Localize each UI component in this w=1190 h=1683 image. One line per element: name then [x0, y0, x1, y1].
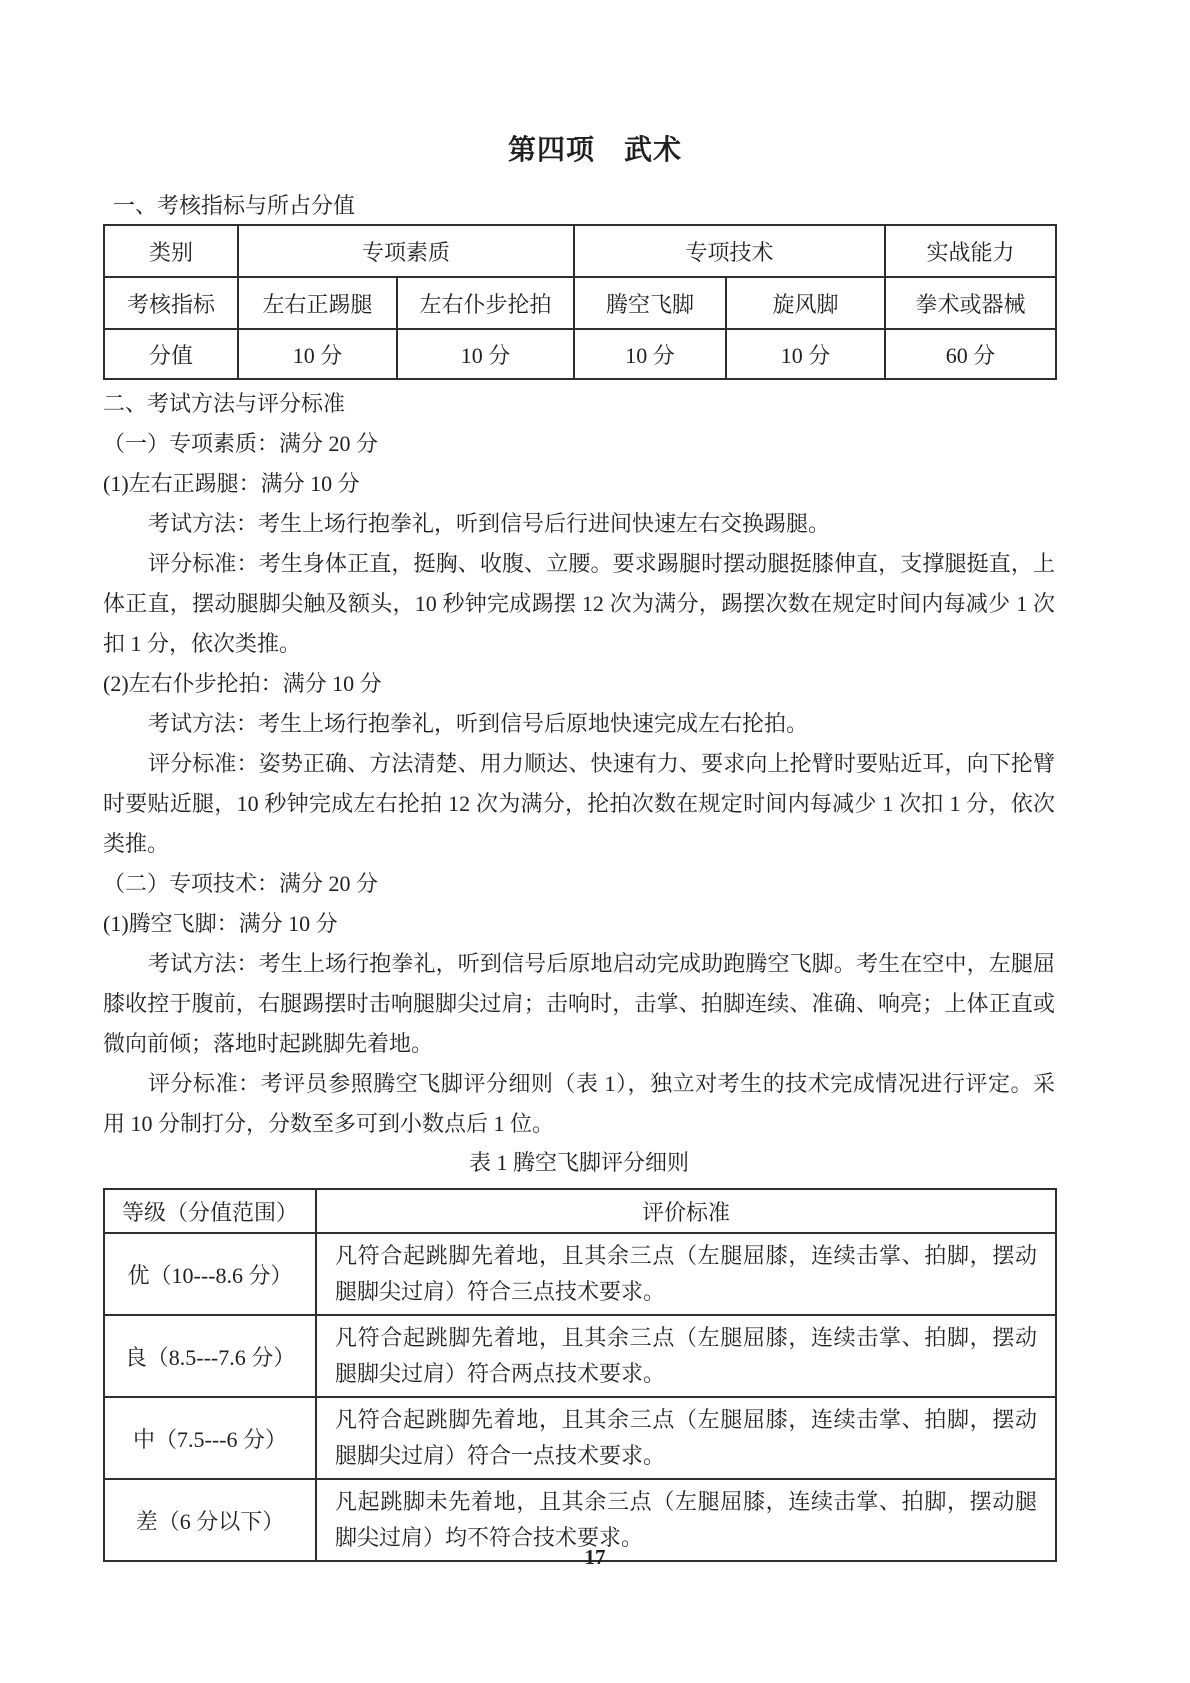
- rubric-table: [103, 1188, 1057, 1562]
- item-heading: (2)左右仆步抡拍：满分 10 分: [103, 671, 382, 696]
- rubric-table-caption: 表 1 腾空飞脚评分细则: [468, 1150, 689, 1175]
- rubric-header-row: [104, 1189, 1056, 1233]
- score-table-score-row: [104, 329, 1056, 379]
- group-special-quality-cell: 专项素质: [238, 225, 574, 277]
- score-cell: 10 分: [238, 329, 397, 379]
- criteria-column-header: 评价标准: [316, 1189, 1056, 1233]
- indicator-cell: 左右仆步抡拍: [397, 277, 574, 329]
- subsection-heading: （二）专项技术：满分 20 分: [103, 871, 379, 896]
- rubric-row-excellent: [104, 1233, 1056, 1315]
- scoring-standard-paragraph: 评分标准：姿势正确、方法清楚、用力顺达、快速有力、要求向上抡臂时要贴近耳，向下抡臂时要贴近腿，10 秒钟完成左右抡拍 12 次为满分，抡拍次数在规定时间内每减少 1 次扣 1 分，依次类推。: [103, 751, 1055, 856]
- indicator-cell: 左右正踢腿: [238, 277, 397, 329]
- criteria-cell: 凡起跳脚未先着地，且其余三点（左腿屈膝，连续击掌、拍脚，摆动腿脚尖过肩）均不符合技术要求。: [316, 1479, 1056, 1561]
- score-cell: 10 分: [574, 329, 726, 379]
- indicator-cell: 旋风脚: [726, 277, 885, 329]
- criteria-cell: 凡符合起跳脚先着地，且其余三点（左腿屈膝，连续击掌、拍脚，摆动腿脚尖过肩）符合两点技术要求。: [316, 1315, 1056, 1397]
- indicator-cell: 拳术或器械: [885, 277, 1056, 329]
- score-cell: 10 分: [397, 329, 574, 379]
- rubric-row-good: [104, 1315, 1056, 1397]
- group-special-technique-cell: 专项技术: [574, 225, 885, 277]
- section2-heading: 二、考试方法与评分标准: [103, 391, 346, 416]
- score-cell: 60 分: [885, 329, 1056, 379]
- exam-method-paragraph: 考试方法：考生上场行抱拳礼，听到信号后行进间快速左右交换踢腿。: [148, 511, 831, 536]
- grade-cell: 差（6 分以下）: [104, 1479, 316, 1561]
- page-number: 17: [584, 1545, 606, 1569]
- grade-cell: 良（8.5---7.6 分）: [104, 1315, 316, 1397]
- section2-body: [103, 384, 1055, 1144]
- grade-cell: 中（7.5---6 分）: [104, 1397, 316, 1479]
- scoring-standard-paragraph: 评分标准：考评员参照腾空飞脚评分细则（表 1），独立对考生的技术完成情况进行评定。采用 10 分制打分，分数至多可到小数点后 1 位。: [103, 1071, 1055, 1136]
- section1-heading: 一、考核指标与所占分值: [113, 193, 356, 218]
- score-table: [103, 224, 1057, 380]
- exam-method-paragraph: 考试方法：考生上场行抱拳礼，听到信号后原地快速完成左右抡拍。: [148, 711, 809, 736]
- grade-cell: 优（10---8.6 分）: [104, 1233, 316, 1315]
- page-title: 第四项 武术: [507, 135, 682, 166]
- score-label-cell: 分值: [104, 329, 238, 379]
- exam-method-paragraph: 考试方法：考生上场行抱拳礼，听到信号后原地启动完成助跑腾空飞脚。考生在空中，左腿屈膝收控于腹前，右腿踢摆时击响腿脚尖过肩；击响时，击掌、拍脚连续、准确、响亮；上体正直或微向前倾；落地时起跳脚先着地。: [103, 951, 1055, 1056]
- criteria-cell: 凡符合起跳脚先着地，且其余三点（左腿屈膝，连续击掌、拍脚，摆动腿脚尖过肩）符合三点技术要求。: [316, 1233, 1056, 1315]
- rubric-row-medium: [104, 1397, 1056, 1479]
- grade-column-header: 等级（分值范围）: [104, 1189, 316, 1233]
- score-table-header-row: [104, 225, 1056, 277]
- score-cell: 10 分: [726, 329, 885, 379]
- indicator-label-cell: 考核指标: [104, 277, 238, 329]
- item-heading: (1)腾空飞脚：满分 10 分: [103, 911, 338, 936]
- score-table-indicator-row: [104, 277, 1056, 329]
- item-heading: (1)左右正踢腿：满分 10 分: [103, 471, 360, 496]
- subsection-heading: （一）专项素质：满分 20 分: [103, 431, 379, 456]
- scoring-standard-paragraph: 评分标准：考生身体正直，挺胸、收腹、立腰。要求踢腿时摆动腿挺膝伸直，支撑腿挺直，上体正直，摆动腿脚尖触及额头，10 秒钟完成踢摆 12 次为满分，踢摆次数在规定时间内每减少 1 次扣 1 分，依次类推。: [103, 551, 1055, 656]
- criteria-cell: 凡符合起跳脚先着地，且其余三点（左腿屈膝，连续击掌、拍脚，摆动腿脚尖过肩）符合一点技术要求。: [316, 1397, 1056, 1479]
- indicator-cell: 腾空飞脚: [574, 277, 726, 329]
- group-combat-ability-cell: 实战能力: [885, 225, 1056, 277]
- category-label-cell: 类别: [104, 225, 238, 277]
